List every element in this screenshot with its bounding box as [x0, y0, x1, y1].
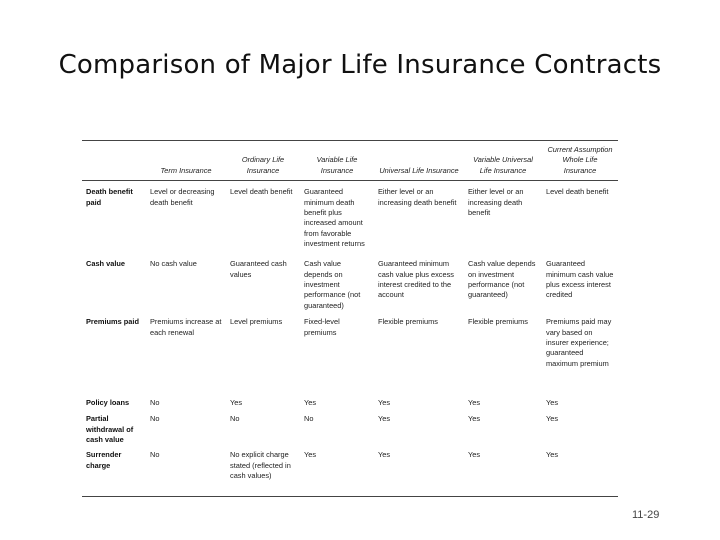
header-variable-universal: Variable Universal Life Insurance	[473, 155, 533, 175]
table-cell: Flexible premiums	[378, 317, 438, 327]
table-row-partial-withdrawal	[82, 411, 618, 446]
table-cell: Yes	[230, 398, 243, 408]
table-cell: Yes	[468, 450, 481, 460]
row-label: Death benefit paid	[86, 187, 133, 207]
row-label: Premiums paid	[86, 317, 139, 327]
header-empty	[82, 141, 146, 181]
table-cell: No	[150, 450, 160, 460]
header-current-assumption: Current Assumption Whole Life Insurance	[547, 145, 613, 175]
row-label: Partial withdrawal of cash value	[86, 414, 134, 445]
header-ordinary: Ordinary Life Insurance	[241, 155, 285, 175]
table-cell: Yes	[468, 398, 481, 408]
table-cell: Level death benefit	[546, 187, 609, 197]
table-cell: Cash value depends on investment performance (not guaranteed)	[468, 259, 536, 300]
table-cell: No	[304, 414, 314, 424]
table-header-row	[82, 141, 618, 181]
table-cell: Yes	[304, 450, 317, 460]
table-cell: Yes	[304, 398, 317, 408]
table-cell: Guaranteed minimum death benefit plus increased amount from favorable investment returns	[304, 187, 365, 249]
table-row-policy-loans	[82, 393, 618, 411]
table-cell: Yes	[546, 450, 559, 460]
comparison-table-container	[82, 140, 618, 497]
table-cell: No	[150, 398, 160, 408]
table-cell: Either level or an increasing death benefit	[378, 187, 457, 207]
row-label: Surrender charge	[86, 450, 122, 470]
table-cell: Guaranteed minimum cash value plus excess interest credited	[546, 259, 614, 300]
header-variable: Variable Life Insurance	[316, 155, 358, 175]
slide-title: Comparison of Major Life Insurance Contracts	[58, 50, 662, 80]
table-row-cash-value	[82, 253, 618, 311]
row-label: Cash value	[86, 259, 126, 269]
table-cell: No	[230, 414, 240, 424]
table-cell: No	[150, 414, 160, 424]
table-cell: Flexible premiums	[468, 317, 528, 327]
table-cell: Guaranteed minimum cash value plus excess interest credited to the account	[378, 259, 454, 300]
table-cell: Yes	[546, 398, 559, 408]
table-cell: Yes	[378, 398, 391, 408]
table-cell: Yes	[378, 414, 391, 424]
table-cell: No cash value	[150, 259, 197, 269]
table-cell: Level premiums	[230, 317, 283, 327]
table-cell: Premiums paid may vary based on insurer experience; guaranteed maximum premium	[546, 317, 612, 368]
table-cell: Cash value depends on investment performance (not guaranteed)	[304, 259, 361, 310]
table-cell: Yes	[546, 414, 559, 424]
table-cell: Level or decreasing death benefit	[150, 187, 215, 207]
page-number: 11-29	[632, 509, 660, 521]
table-cell: Level death benefit	[230, 187, 293, 197]
comparison-table	[82, 141, 618, 496]
table-cell: Yes	[378, 450, 391, 460]
table-row-premiums-paid	[82, 311, 618, 393]
table-cell: No explicit charge stated (reflected in cash values)	[230, 450, 291, 481]
table-cell: Premiums increase at each renewal	[150, 317, 222, 337]
table-cell: Yes	[468, 414, 481, 424]
table-cell: Fixed-level premiums	[304, 317, 340, 337]
header-universal: Universal Life Insurance	[379, 165, 459, 175]
table-cell: Either level or an increasing death benefit	[468, 187, 524, 218]
table-cell: Guaranteed cash values	[230, 259, 287, 279]
header-term: Term Insurance	[160, 165, 212, 175]
table-row-surrender-charge	[82, 446, 618, 496]
table-row-death-benefit	[82, 181, 618, 254]
row-label: Policy loans	[86, 398, 130, 408]
